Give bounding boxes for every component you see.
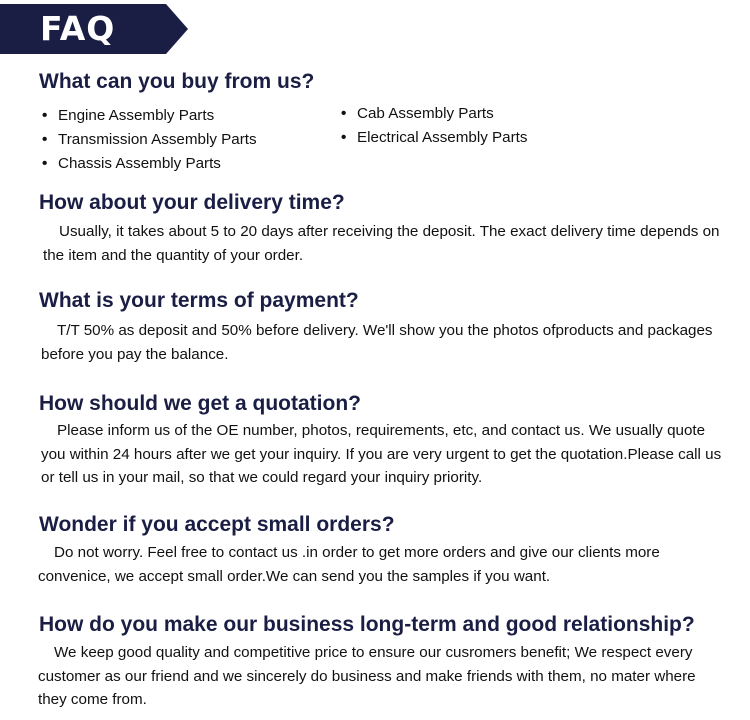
product-list-right — [341, 102, 528, 150]
question-terms-of-payment: What is your terms of payment? — [39, 289, 359, 312]
faq-banner — [0, 4, 190, 54]
faq-title: FAQ — [40, 9, 116, 48]
question-delivery-time: How about your delivery time? — [39, 191, 345, 214]
question-business-relationship: How do you make our business long-term and good relationship? — [39, 613, 695, 636]
product-list-left — [42, 104, 257, 176]
answer-small-orders: Do not worry. Feel free to contact us .in order to get more orders and give our clients more convenice, we accept small order.We can send you the samples if you want. — [38, 544, 660, 585]
answer-delivery-time: Usually, it takes about 5 to 20 days after receiving the deposit. The exact delivery time depends on the item and the quantity of your order. — [43, 223, 720, 264]
list-item: • Engine Assembly Parts — [42, 104, 257, 128]
bullet-icon: • — [42, 155, 48, 172]
list-item: • Transmission Assembly Parts — [42, 128, 257, 152]
answer-terms-of-payment: T/T 50% as deposit and 50% before delivery. We'll show you the photos ofproducts and packages before you pay the balance. — [41, 322, 713, 363]
bullet-icon: • — [42, 107, 48, 124]
bullet-icon: • — [341, 105, 347, 122]
list-item: • Electrical Assembly Parts — [341, 126, 528, 150]
answer-quotation: Please inform us of the OE number, photos, requirements, etc, and contact us. We usually quote you within 24 hours after we get your inquiry. If you are very urgent to get the quotation.Please call us or tell us in your mail, so that we could regard your inquiry priority. — [41, 422, 722, 486]
answer-business-relationship: We keep good quality and competitive price to ensure our cusromers benefit; We respect every customer as our friend and we sincerely do business and make friends with them, no mater where they come from. — [38, 644, 696, 708]
question-quotation: How should we get a quotation? — [39, 392, 361, 415]
question-small-orders: Wonder if you accept small orders? — [39, 513, 395, 536]
bullet-icon: • — [341, 129, 347, 146]
list-item: • Cab Assembly Parts — [341, 102, 528, 126]
list-item: • Chassis Assembly Parts — [42, 152, 257, 176]
question-what-can-you-buy: What can you buy from us? — [39, 70, 315, 93]
bullet-icon: • — [42, 131, 48, 148]
